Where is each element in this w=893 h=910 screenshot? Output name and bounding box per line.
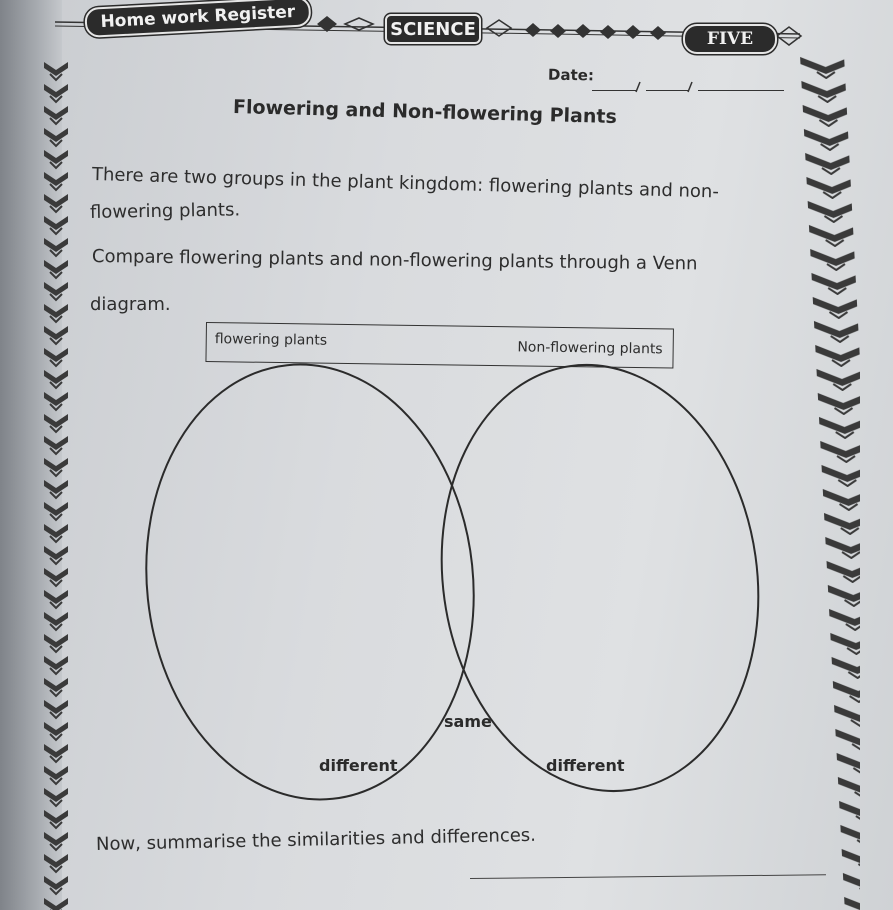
homework-register-badge: Home work Register [84,0,311,38]
intro-text-line-1: There are two groups in the plant kingdom: flowering plants and non- [91,164,720,203]
legend-flowering-plants: flowering plants [214,331,328,349]
venn-right-circle[interactable] [415,344,786,812]
date-label: Date: [547,65,595,85]
grade-badge: FIVE [683,24,777,54]
venn-left-label: different [319,756,398,775]
venn-middle-label: same [444,712,492,731]
task-text-line-2: diagram. [90,294,171,315]
task-text-line-1: Compare flowering plants and non-flowering plants through a Venn [91,246,698,275]
closing-instruction: Now, summarise the similarities and differences. [95,824,537,855]
venn-left-circle[interactable] [125,348,495,816]
intro-text-line-2: flowering plants. [89,199,241,223]
worksheet-title: Flowering and Non-flowering Plants [232,96,618,129]
legend-non-flowering-plants: Non-flowering plants [517,339,663,358]
venn-right-label: different [546,756,625,775]
subject-badge: SCIENCE [385,14,481,44]
